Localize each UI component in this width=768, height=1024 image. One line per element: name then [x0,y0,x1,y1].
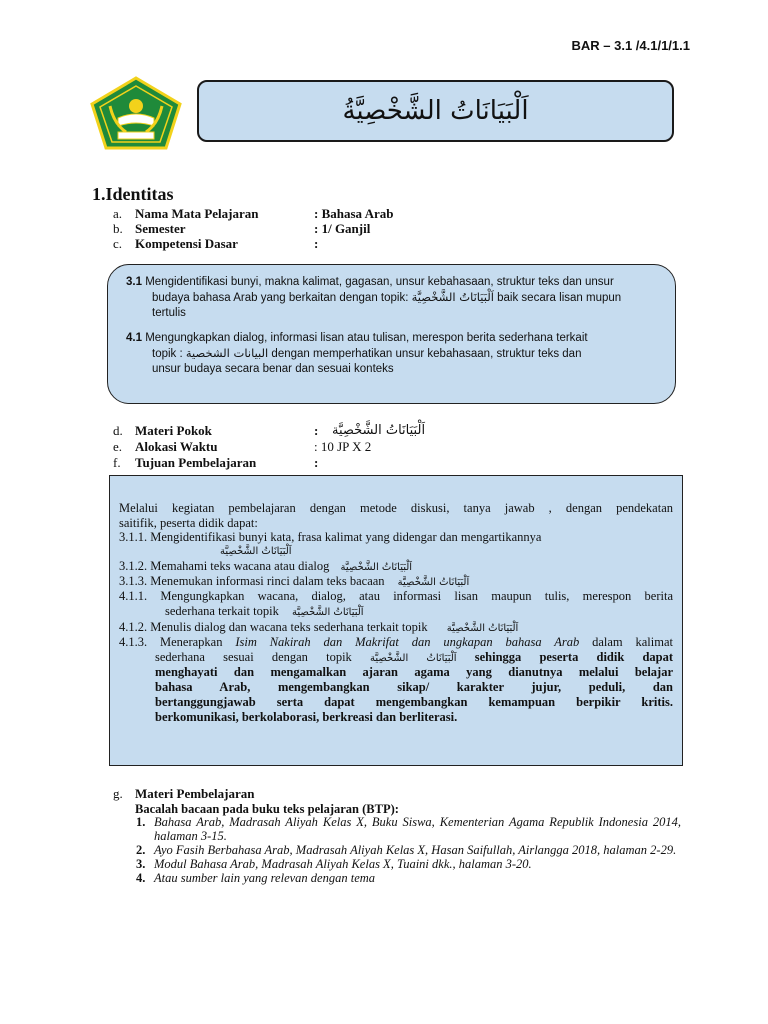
tujuan-item-italic: Isim Nakirah dan Makrifat dan ungkapan bahasa Arab [235,635,580,649]
kd-text: Mengidentifikasi bunyi, makna kalimat, gagasan, unsur kebahasaan, struktur teks dan unsur [145,276,614,288]
row-label: Alokasi Waktu [135,439,218,454]
kd-text: topik : [152,348,183,360]
kd-3-1 [126,275,656,321]
tujuan-item-text: sederhana terkait topik [165,604,279,618]
reference-item [136,843,681,857]
row-label: Tujuan Pembelajaran [135,455,257,470]
tujuan-item: 3.1.1. Mengidentifikasi bunyi kata, frasa kalimat yang didengar dan mengartikannya [119,530,542,544]
row-label: Kompetensi Dasar [135,236,238,251]
reference-text: Atau sumber lain yang relevan dengan tema [154,871,376,885]
reference-item [136,857,681,871]
tujuan-item: berkomunikasi, berkolaborasi, berkreasi dan berliterasi. [155,710,458,724]
kd-text: unsur budaya secara benar dan sesuai konteks [152,363,394,375]
tujuan-item-text: sederhana sesuai dengan topik [155,650,352,664]
tujuan-arabic-topic: اَلْبَيَانَاتُ الشَّخْصِيَّة [369,653,457,664]
reference-item [136,815,681,843]
row-letter: a. [113,206,123,221]
tujuan-item-text: 3.1.2. Memahami teks wacana atau dialog [119,559,330,573]
tujuan-arabic-topic: اَلْبَيَانَاتُ الشَّخْصِيَّة [340,562,413,573]
kd-number: 3.1 [126,276,142,288]
kd-4-1 [126,331,656,377]
row-value: : 10 JP X 2 [314,439,372,454]
row-letter: c. [113,236,123,251]
tujuan-item: menghayati dan mengamalkan ajaran agama yang dianutnya melalui belajar [155,665,673,679]
materi-sub: Bacalah bacaan pada buku teks pelajaran (BTP): [135,802,399,816]
materi-pembelajaran [113,786,399,817]
reference-number: 3. [136,857,146,871]
tujuan-item-text: 4.1.2. Menulis dialog dan wacana teks sederhana terkait topik [119,620,428,634]
tujuan-item [119,635,673,650]
reference-number: 4. [136,871,146,885]
document-code: BAR – 3.1 /4.1/1/1.1 [571,38,690,53]
tujuan-item: bahasa Arab, mengembangkan sikap/ karakter jujur, peduli, dan [155,680,673,694]
tujuan-pembelajaran-box [109,475,683,766]
section-heading-identitas: 1.Identitas [92,184,174,204]
tujuan-item [119,620,673,636]
kd-text: baik secara lisan mupun [497,292,622,304]
tujuan-item: bertanggungjawab serta dapat mengembangkan kemampuan berpikir kritis. [155,695,673,709]
tujuan-item-text: 4.1.3. Menerapkan [119,635,223,649]
row-value: : [314,455,319,470]
row-letter: d. [113,423,123,438]
kd-number: 4.1 [126,332,142,344]
kd-text: dengan memperhatikan unsur kebahasaan, struktur teks dan [271,348,582,360]
kompetensi-dasar-box [107,264,676,404]
materi-heading: Materi Pembelajaran [135,786,255,801]
reference-text: Modul Bahasa Arab, Madrasah Aliyah Kelas X, Tuaini dkk., halaman 3-20. [154,857,532,871]
tujuan-item [119,559,673,575]
kemenag-emblem-icon [88,76,184,150]
tujuan-intro: saitifik, peserta didik dapat: [119,516,258,530]
tujuan-item [165,604,683,620]
row-value: : 1/ Ganjil [314,221,371,236]
tujuan-arabic-topic: اَلْبَيَانَاتُ الشَّخْصِيَّة [397,577,470,588]
row-label: Materi Pokok [135,423,212,438]
kd-text: Mengungkapkan dialog, informasi lisan atau tulisan, merespon berita sederhana terkait [145,332,588,344]
tujuan-intro: Melalui kegiatan pembelajaran dengan metode diskusi, tanya jawab , dengan pendekatan [119,501,673,515]
tujuan-item [155,650,673,666]
row-letter: f. [113,455,121,470]
tujuan-item-bold: sehingga peserta didik dapat [474,650,674,664]
tujuan-arabic-topic: اَلْبَيَانَاتُ الشَّخْصِيَّة [220,546,292,557]
kd-arabic-topic: البيانات الشخصية [185,346,269,360]
materi-pokok-arabic: اَلْبَيَانَاتُ الشَّخْصِيَّة [332,423,426,438]
row-value: : [314,423,319,438]
tujuan-item-text: dalam kalimat [592,635,673,649]
reference-number: 1. [136,815,146,829]
tujuan-item [119,574,673,590]
title-box [197,80,674,142]
title-arabic: اَلْبَيَانَاتُ الشَّخْصِيَّةُ [342,96,529,126]
row-label: Semester [135,221,186,236]
materi-letter: g. [113,786,123,801]
tujuan-arabic-topic: اَلْبَيَانَاتُ الشَّخْصِيَّة [446,623,519,634]
reference-text: Ayo Fasih Berbahasa Arab, Madrasah Aliyah Kelas X, Hasan Saifullah, Airlangga 2018, halaman 2-29. [154,843,677,857]
row-value: : Bahasa Arab [314,206,394,221]
row-value: : [314,236,319,251]
row-letter: b. [113,221,123,236]
reference-number: 2. [136,843,146,857]
tujuan-item-text: 3.1.3. Menemukan informasi rinci dalam teks bacaan [119,574,385,588]
reference-item [136,871,681,885]
kd-text: tertulis [152,307,186,319]
row-letter: e. [113,439,123,454]
tujuan-arabic-topic: اَلْبَيَانَاتُ الشَّخْصِيَّة [291,607,364,618]
tujuan-item: 4.1.1. Mengungkapkan wacana, dialog, atau informasi lisan maupun tulis, merespon berita [119,589,673,603]
reference-text: Bahasa Arab, Madrasah Aliyah Kelas X, Buku Siswa, Kementerian Agama Republik Indonesia 2014, halaman 3-15. [154,815,681,843]
reference-list [136,815,681,885]
row-label: Nama Mata Pelajaran [135,206,259,221]
kd-arabic-topic: اَلْبَيَانَاتُ الشَّخْصِيَّة [411,290,494,304]
kd-text: budaya bahasa Arab yang berkaitan dengan topik: [152,292,409,304]
